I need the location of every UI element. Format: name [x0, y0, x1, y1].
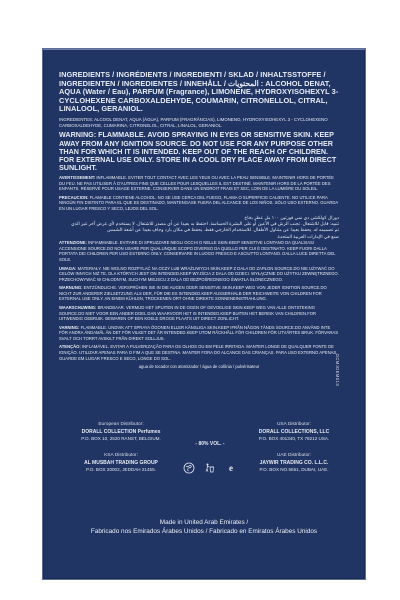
warning-french-text: INFLAMMABLE. EVITER TOUT CONTACT AVEC LES YEUX OU AVEC LA PEAU SENSIBLE. MAINTENIR HORS DE PORTÉE DU FEU. NE PAS UTILISER À D'AUTRES FINS QUE CELLES POUR LESQUELLES IL EST DESTINÉ. MAINTENIR HORS DE LA PORTÉE DES ENFANTS. RÉSERVÉ POUR USAGE EXTERNE. CONSERVER DANS UN ENDROIT FRAIS ET SEC, LOIN DE LA LUMIÈRE DU SOLEIL. — [59, 175, 334, 192]
usa-distributor-address: P.O. BOX 401340, TX 78212 USA. — [258, 436, 330, 441]
warning-italian — [59, 240, 339, 262]
warning-swedish-text: FLAMMABLE. UNDVIK ATT SPRAYA ÖGONEN ELLER KÄNSLIGA SKIN.KEEP IFRÅN NÅGON TÄNDS SOURCE.DO ANVÄND INTE FÖR ANDRA ÄNDAMÅL ÄN DET FÖR VILKET DET ÄR INTENDED.KEEP UTOM RÄCKHÅLL FÖR CHILDREN FÖR UTVÄRTES BRUK. FÖRVARAS SVALT OCH TORRT AVSKILT FRÅN DIREKT SOLLJUS. — [59, 324, 338, 341]
usa-distributor-heading: USA Distributor: — [276, 422, 312, 427]
warning-english: WARNING: FLAMMABLE. AVOID SPRAYING IN EYES OR SENSITIVE SKIN. KEEP AWAY FROM ANY IGNITION SOURCE. DO NOT USE FOR ANY PURPOSE OTHER THAN FOR WHICH IT IS INTENDED. KEEP OUT OF THE REACH OF CHILDREN. FOR EXTERNAL USE ONLY. STORE IN A COOL DRY PLACE AWAY FROM DIRECT SUNLIGHT. — [59, 130, 337, 172]
warning-portuguese-text: INFLAMÁVEL. EVITAR A PULVERIZAÇÃO PARA OS OLHOS OU EM PELE IRRITADA. MANTER LONGE DE QUALQUER FONTE DE IGNIÇÃO. UTILIZAR APENAS PARA O FIM A QUE SE DESTINA. MANTER FORA DO ALCANCE DAS CRIANÇAS. PARA USO EXTERNO APENAS. GUARDE EM LUGAR FRESCO E SECO, LONGE DO SOL. — [59, 344, 338, 361]
warning-dutch-text: BRANDBAAR. VERMIJD HET SPUITEN IN DE OGEN OF GEVOELIGE SKIN.KEEP WEG VAN ALLE ONTSTEKING SOURCE.DO NIET VOOR EEN ANDER DOEL DAN WAARVOOR HET IS INTENDED.KEEP BUITEN HET BEREIK VAN CHILDREN.FOR UITWENDIG GEBRUIK. BEWAREN OP EEN KOELE DROGE PLAATS UIT DIRECT ZONLICHT. — [59, 305, 317, 322]
spray-line: agua de tocador con atomizador / água de colônia / pulvérisateur — [138, 364, 260, 370]
warning-portuguese-label: ATENÇÃO: — [59, 344, 81, 350]
volume-badge — [181, 432, 239, 450]
warning-french — [59, 175, 339, 192]
warning-spanish — [59, 195, 339, 212]
warning-polish — [59, 266, 339, 283]
european-distributor-name: DORALL COLLECTION Perfumes — [81, 429, 161, 435]
top-rule — [43, 49, 365, 50]
trash-bin-person-icon — [204, 462, 216, 474]
distributors-left — [61, 422, 181, 472]
ingredients-portuguese: INGREDIENTES: ALCOOL DENAT, AQUA (ÁGUA), PARFUM (FRAGRÂNCIAS), LIMONENO, HYDROXYISOHEXYL 3 - CYCLOHEXENO CARBOXALDEHYDE, CUMARINA, CITRONELOL, CITRAL, LINALOL, GERANIOL. — [59, 116, 328, 128]
warning-italian-text: INFIAMMABILE. EVITARE DI SPRUZZARE NEGLI OCCHI O NELLE SKIN.KEEP SENSITIVE LONTANO DA QUALSIASI ACCENSIONE SOURCE.DO NON USARE PER QUALUNQUE SCOPO DIVERSO DA QUELLO PER CUI È DESTINATO. KEEP FUORI DALLA PORTATA DEI CHILDREN PER USO ESTERNO ONLY. CONSERVARE IN LUOGO FRESCO E ASCIUTTO LONTANO. DALLA LUCE DIRETTA DEL SOLE. — [59, 240, 336, 262]
ingredients-heading: INGREDIENTS / INGRÉDIENTS / INGREDIENTI / SKLAD / INHALTSSTOFFE / INGREDIENTEN / INGREDIENTES / INNEHÅLL / المحتويات : ALCOHOL DENAT, AQUA (Water / Eau), PARFUM (Fragrance), LIMONENE, HYDROXYISOHEXYL 3-CYCLOHEXENE CARBOXALDEHYDE, COUMARIN, CITRONELLOL, CITRAL, LINALOOL, GERANIOL. — [59, 70, 339, 114]
arabic-line: صنع في الإمارات العربية المتحدة — [277, 233, 339, 239]
fabricado-line: Fabricado nos Emirados Árabes Unidos / Fabricado en Emiratos Árabes Unidos — [90, 528, 318, 535]
warning-german — [59, 285, 339, 302]
distributors-right — [239, 422, 349, 472]
alcohol-volume: - 80% VOL. - — [195, 441, 225, 447]
warning-dutch — [59, 305, 339, 322]
arabic-line: تنبيه: قابل للاشتعال. تجنب الرش في الأعين أو على البشرة الحساسة. احتفظ به بعيدا عن أي مصدر للاشتعال. لا يستخدم لأي غرض آخر غير الذي — [71, 220, 339, 226]
svg-text:e: e — [229, 463, 233, 473]
warning-german-label: WARNUNG: — [59, 285, 83, 291]
warning-swedish-label: VARNING: — [59, 324, 80, 330]
distributors-section — [43, 422, 365, 502]
perfume-box-back-panel — [42, 48, 366, 580]
warning-swedish — [59, 325, 339, 342]
warning-french-label: AVERTISSEMENT: — [59, 175, 96, 181]
warning-polish-label: UWAGA: — [59, 265, 77, 271]
ksa-distributor-name: AL MUSBAH TRADING GROUP — [84, 460, 158, 466]
arabic-line: دورال كولكشن دي سي فورتين ١٠٠ مل عطر بخاخ — [244, 214, 339, 220]
side-code: DCMJDEM01S — [335, 354, 340, 387]
warning-dutch-label: WAARSCHUWING: — [59, 305, 97, 311]
warning-polish-text: MATERIAŁY. NIE WOLNO ROZPYLAĆ NA OCZY LUB WRAŻLIWYCH SKIN.KEEP Z DALA OD ZAPŁON SOURCE.DO NIE UŻYWAĆ DO CELÓW INNYCH NIŻ TE, DLA KTÓRYCH JEST ON INTENDED.KEEP WYJŚCIA Z DALA OD DZIECI. WYŁĄCZNIE DO UŻYTKU ZEWNĘTRZNEGO. PRZECHOWYWAĆ W CHŁODNYM, SUCHYM MIEJSCU Z DALA OD BEZPOŚREDNIEGO ŚWIATŁA SŁONECZNEGO. — [59, 265, 339, 282]
warning-portuguese — [59, 344, 339, 361]
ksa-distributor-address: P.O. BOX 20002, JEDDAH 21455. — [86, 467, 156, 472]
warning-italian-label: ATTENZIONE: — [59, 240, 87, 246]
ksa-distributor-heading: KSA Distributor: — [104, 453, 138, 458]
usa-distributor-name: DORALL COLLECTIONS, LLC — [258, 429, 330, 435]
warning-spanish-label: PRECAUCION: — [59, 194, 89, 200]
made-in-line: Made in United Arab Emirates / — [159, 519, 249, 526]
globe-recycle-icon — [183, 462, 195, 474]
label-text-block — [59, 71, 339, 373]
european-distributor-address: P.O. BOX 10, 2520 RANST, BELGIUM. — [81, 436, 161, 441]
uae-distributor-heading: UAE Distributor: — [276, 453, 312, 458]
arabic-line: تم تصميمه له. يحفظ بعيدا عن متناول الأطفال. للاستخدام الخارجي فقط. يحفظ في مكان بارد وجاف بعيدا عن أشعة الشمس — [107, 227, 339, 233]
e-mark-icon — [225, 462, 237, 474]
warning-arabic — [59, 215, 339, 241]
european-distributor-heading: European Distributor: — [98, 422, 144, 427]
recycling-icons — [183, 462, 237, 474]
uae-distributor-name: JAYWIR TRADING CO. L.L.C. — [259, 460, 329, 466]
warning-german-text: ENTZÜNDLICHE. VERSPRÜHEN SIE IN DIE AUGEN ODER SENSITIVE SKIN.KEEP WEG VON JEDER IGNITION SOURCE.DO NICHT ZUR ANDERER ZIELSETZUNG ALS DER, FÜR DIE ES INTENDED.KEEP AUSSERHALB DER REICHWEITE VON CHILDREN FOR EXTERNAL USE ONLY. AN EINEM KÜHLEN, TROCKENEN ORT OHNE DIREKTE SONNENEINSTRAHLUNG. — [59, 285, 327, 302]
warning-spanish-text: FLAMABLE CONTIENE ALCOHOL. NO SE USE CERCA DEL FUEGO, FLAMA O SUPERFICIE CALIENTE. NO UTILICE PARA NINGÚN FIN DISTINTO PARA EL QUE ES DESTINADO, MANTENGASE FUERA DEL ALCANCE DE LOS NIÑOS. SÓLO USO EXTERNO. GUARDA EN UN LUGAR FRESCO Y SECO, LEJOS DEL SOL. — [59, 194, 338, 211]
uae-distributor-address: P.O. BOX NO.5551, DUBAI, UAE. — [259, 467, 329, 472]
